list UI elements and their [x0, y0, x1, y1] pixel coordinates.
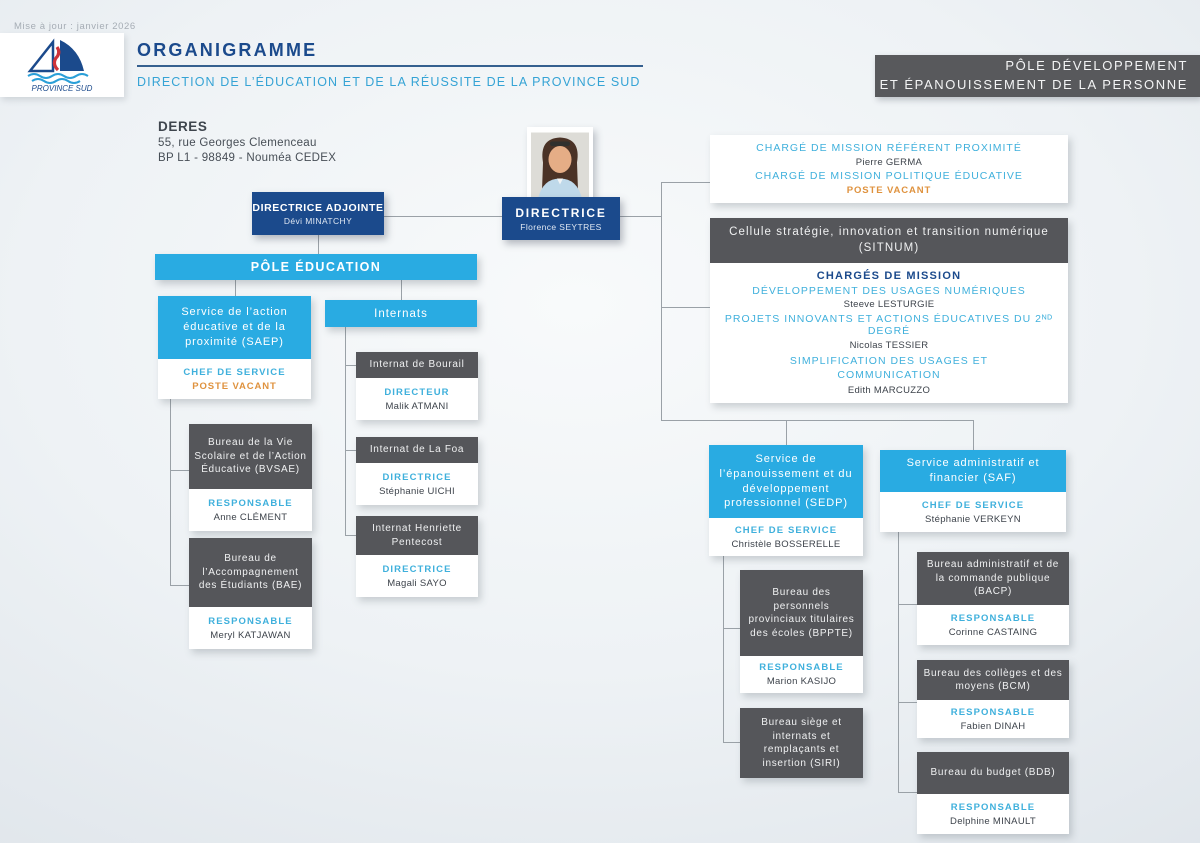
connector — [898, 532, 899, 793]
node-siri — [740, 708, 863, 778]
sitnum-charges-body — [710, 263, 1068, 403]
mission-politique-vacant: POSTE VACANT — [846, 185, 932, 197]
node-saf — [880, 450, 1066, 532]
internat-lafoa-body — [356, 463, 478, 505]
internat-bourail-role: DIRECTEUR — [384, 386, 450, 398]
internat-pentecost-title: Internat Henriette Pentecost — [356, 516, 478, 555]
bdb-title: Bureau du budget (BDB) — [917, 752, 1069, 794]
sitnum-mission-3-name: Edith MARCUZZO — [847, 385, 931, 397]
bdb-body — [917, 794, 1069, 834]
pole-banner-line2: ET ÉPANOUISSEMENT DE LA PERSONNE — [879, 77, 1188, 92]
saep-body — [158, 359, 311, 399]
saf-body — [880, 492, 1066, 532]
connector — [661, 420, 973, 421]
bae-name: Meryl KATJAWAN — [210, 629, 291, 641]
internat-bourail-body — [356, 378, 478, 420]
sedp-name: Christèle BOSSERELLE — [731, 538, 841, 550]
connector — [661, 182, 710, 183]
node-internat-lafoa — [356, 437, 478, 505]
directrice-portrait-icon — [531, 131, 589, 200]
node-bdb — [917, 752, 1069, 834]
bcm-role: RESPONSABLE — [950, 706, 1036, 718]
connector — [235, 280, 236, 296]
sitnum-mission-1-label: DÉVELOPPEMENT DES USAGES NUMÉRIQUES — [752, 284, 1026, 297]
saf-role: CHEF DE SERVICE — [921, 499, 1025, 511]
saep-role: CHEF DE SERVICE — [183, 366, 286, 378]
saf-title: Service administratif et financier (SAF) — [880, 450, 1066, 492]
sitnum-mission-1-name: Steeve LESTURGIE — [843, 299, 935, 311]
address-block — [158, 119, 336, 164]
bvsae-body — [189, 489, 312, 531]
bacp-body — [917, 605, 1069, 645]
connector — [384, 216, 502, 217]
bacp-title: Bureau administratif et de la commande publique (BACP) — [917, 552, 1069, 605]
saep-name: POSTE VACANT — [192, 380, 277, 392]
bppte-body — [740, 656, 863, 693]
connector — [170, 585, 189, 586]
node-internat-pentecost — [356, 516, 478, 597]
bae-body — [189, 607, 312, 649]
node-bacp — [917, 552, 1069, 645]
sitnum-mission-2-name: Nicolas TESSIER — [849, 340, 929, 352]
pole-banner-line1: PÔLE DÉVELOPPEMENT — [1005, 58, 1188, 74]
sedp-role: CHEF DE SERVICE — [734, 524, 838, 536]
sitnum-subtitle: CHARGÉS DE MISSION — [816, 269, 962, 282]
connector — [661, 182, 662, 420]
address-line2: BP L1 - 98849 - Nouméa CEDEX — [158, 152, 337, 164]
title-rule — [137, 65, 643, 67]
node-directrice — [502, 197, 620, 240]
internat-pentecost-body — [356, 555, 478, 597]
bvsae-name: Anne CLÉMENT — [213, 511, 288, 523]
bcm-name: Fabien DINAH — [960, 720, 1026, 732]
connector — [170, 399, 171, 585]
directrice-photo — [527, 127, 593, 204]
sedp-title: Service de l’épanouissement et du développement professionnel (SEDP) — [709, 445, 863, 518]
bae-role: RESPONSABLE — [208, 615, 293, 627]
bppte-title: Bureau des personnels provinciaux titulaires des écoles (BPPTE) — [740, 570, 863, 656]
internat-lafoa-role: DIRECTRICE — [382, 471, 452, 483]
bvsae-title: Bureau de la Vie Scolaire et de l’Action Éducative (BVSAE) — [189, 424, 312, 489]
connector — [345, 365, 356, 366]
card-charges-mission-direction — [710, 135, 1068, 203]
internat-bourail-title: Internat de Bourail — [356, 352, 478, 378]
internat-pentecost-name: Magali SAYO — [387, 577, 447, 589]
node-bvsae — [189, 424, 312, 531]
pole-education-label: PÔLE ÉDUCATION — [250, 260, 382, 274]
bvsae-role: RESPONSABLE — [208, 497, 293, 509]
connector — [661, 307, 710, 308]
connector — [318, 235, 319, 254]
sitnum-title — [710, 218, 1068, 263]
node-sedp — [709, 445, 863, 556]
saf-name: Stéphanie VERKEYN — [925, 513, 1021, 525]
banner-internats — [325, 300, 477, 327]
connector — [345, 535, 356, 536]
connector — [345, 327, 346, 535]
mission-referent-name: Pierre GERMA — [855, 156, 923, 168]
mission-politique-label: CHARGÉ DE MISSION POLITIQUE ÉDUCATIVE — [755, 170, 1023, 183]
connector — [723, 556, 724, 742]
node-bcm — [917, 660, 1069, 738]
bcm-body — [917, 700, 1069, 738]
internat-pentecost-role: DIRECTRICE — [382, 563, 452, 575]
connector — [345, 450, 356, 451]
address-name: DERES — [158, 119, 208, 134]
node-sitnum — [710, 218, 1068, 403]
node-bppte — [740, 570, 863, 693]
sitnum-title-line2: (SITNUM) — [858, 241, 920, 254]
page-subtitle: DIRECTION DE L’ÉDUCATION ET DE LA RÉUSSITE DE LA PROVINCE SUD — [137, 75, 641, 89]
saep-title: Service de l’action éducative et de la proximité (SAEP) — [158, 296, 311, 359]
directrice-name: Florence SEYTRES — [520, 221, 602, 232]
page-title: ORGANIGRAMME — [137, 40, 318, 60]
mission-referent-label: CHARGÉ DE MISSION RÉFÉRENT PROXIMITÉ — [756, 141, 1022, 154]
bdb-role: RESPONSABLE — [950, 801, 1036, 813]
province-sud-logo-icon — [16, 37, 108, 93]
connector — [401, 280, 402, 300]
node-directrice-adjointe — [252, 192, 384, 235]
connector — [723, 742, 740, 743]
internat-lafoa-title: Internat de La Foa — [356, 437, 478, 463]
connector — [620, 216, 661, 217]
node-bae — [189, 538, 312, 649]
sitnum-mission-2-label: PROJETS INNOVANTS ET ACTIONS ÉDUCATIVES DU 2ᴺᴰ DEGRÉ — [724, 313, 1054, 338]
pole-developpement-banner — [875, 55, 1200, 97]
svg-text:PROVINCE SUD: PROVINCE SUD — [31, 84, 93, 93]
connector — [786, 420, 787, 445]
node-internat-bourail — [356, 352, 478, 420]
province-sud-logo — [0, 33, 124, 97]
connector — [170, 470, 189, 471]
directrice-adjointe-title: DIRECTRICE ADJOINTE — [252, 201, 384, 214]
sitnum-mission-3-label: SIMPLIFICATION DES USAGES ET COMMUNICATION — [789, 354, 989, 382]
connector — [898, 604, 917, 605]
connector — [723, 628, 740, 629]
sedp-body — [709, 518, 863, 556]
sitnum-title-line1: Cellule stratégie, innovation et transition numérique — [729, 225, 1049, 238]
address-line1: 55, rue Georges Clemenceau — [158, 137, 317, 149]
bacp-role: RESPONSABLE — [950, 612, 1036, 624]
internat-bourail-name: Malik ATMANI — [385, 400, 449, 412]
internat-lafoa-name: Stéphanie UICHI — [379, 485, 455, 497]
banner-pole-education — [155, 254, 477, 280]
connector — [898, 702, 917, 703]
directrice-adjointe-name: Dévi MINATCHY — [283, 215, 353, 226]
bcm-title: Bureau des collèges et des moyens (BCM) — [917, 660, 1069, 700]
siri-title: Bureau siège et internats et remplaçants et insertion (SIRI) — [740, 708, 863, 778]
bppte-role: RESPONSABLE — [759, 662, 844, 673]
directrice-title: DIRECTRICE — [515, 205, 607, 220]
bacp-name: Corinne CASTAING — [948, 626, 1038, 638]
bdb-name: Delphine MINAULT — [950, 815, 1036, 827]
connector — [973, 420, 974, 450]
internats-label: Internats — [374, 307, 428, 320]
node-saep — [158, 296, 311, 399]
bae-title: Bureau de l’Accompagnement des Étudiants (BAE) — [189, 538, 312, 607]
bppte-name: Marion KASIJO — [766, 676, 837, 687]
update-note: Mise à jour : janvier 2026 — [14, 21, 136, 32]
connector — [898, 792, 917, 793]
